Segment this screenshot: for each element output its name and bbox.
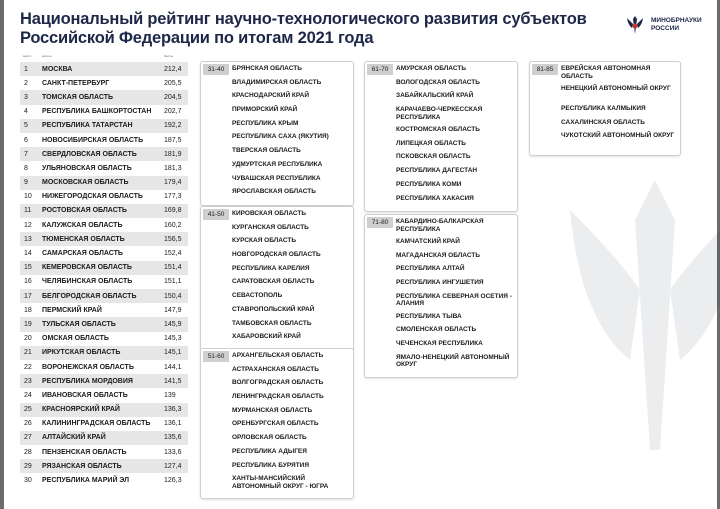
table-row <box>20 190 188 204</box>
rank-cell: 5 <box>24 122 28 130</box>
region-item: РЕСПУБЛИКА АДЫГЕЯ <box>232 447 307 455</box>
region-cell: РЯЗАНСКАЯ ОБЛАСТЬ <box>42 462 122 470</box>
region-item: РЕСПУБЛИКА ТЫВА <box>396 312 462 320</box>
table-row <box>20 459 188 473</box>
region-item: САХАЛИНСКАЯ ОБЛАСТЬ <box>561 118 645 126</box>
table-row <box>20 76 188 90</box>
rank-cell: 28 <box>24 448 32 456</box>
table-row <box>20 133 188 147</box>
region-cell: ИВАНОВСКАЯ ОБЛАСТЬ <box>42 391 128 399</box>
region-item: СМОЛЕНСКАЯ ОБЛАСТЬ <box>396 326 477 334</box>
region-cell: РЕСПУБЛИКА МАРИЙ ЭЛ <box>42 477 130 485</box>
region-item: ЗАБАЙКАЛЬСКИЙ КРАЙ <box>396 92 474 100</box>
region-item: ВОЛГОГРАДСКАЯ ОБЛАСТЬ <box>232 379 324 387</box>
table-row <box>20 232 188 246</box>
rank-cell: 23 <box>24 377 32 385</box>
region-cell: КАЛУЖСКАЯ ОБЛАСТЬ <box>42 221 123 229</box>
table-row <box>20 317 188 331</box>
rank-cell: 29 <box>24 462 32 470</box>
region-cell: ПЕРМСКИЙ КРАЙ <box>42 306 102 314</box>
table-row <box>20 303 188 317</box>
score-cell: 192,2 <box>164 122 182 130</box>
table-row <box>20 445 188 459</box>
region-item: ПРИМОРСКИЙ КРАЙ <box>232 106 298 114</box>
score-cell: 169,8 <box>164 207 182 215</box>
score-cell: 133,6 <box>164 448 182 456</box>
group-box <box>200 348 354 499</box>
table-row <box>20 204 188 218</box>
score-cell: 202,7 <box>164 108 182 116</box>
table-header <box>20 54 188 59</box>
rank-cell: 22 <box>24 363 32 371</box>
table-row <box>20 346 188 360</box>
score-cell: 150,4 <box>164 292 182 300</box>
region-cell: КАЛИНИНГРАДСКАЯ ОБЛАСТЬ <box>42 420 151 428</box>
region-item: КИРОВСКАЯ ОБЛАСТЬ <box>232 210 307 217</box>
rank-cell: 11 <box>24 207 32 215</box>
region-item: ЧУКОТСКИЙ АВТОНОМНЫЙ ОКРУГ <box>561 132 675 140</box>
region-cell: БЕЛГОРОДСКАЯ ОБЛАСТЬ <box>42 292 137 300</box>
eagle-emblem-icon <box>625 14 645 36</box>
region-item: РЕСПУБЛИКА КОМИ <box>396 180 462 188</box>
rank-cell: 10 <box>24 193 32 201</box>
region-item: КУРГАНСКАЯ ОБЛАСТЬ <box>232 223 309 231</box>
table-row <box>20 473 188 487</box>
range-tag: 81-85 <box>532 64 558 75</box>
score-cell: 212,4 <box>164 65 182 73</box>
rank-cell: 20 <box>24 335 32 343</box>
table-row <box>20 332 188 346</box>
region-item: ВЛАДИМИРСКАЯ ОБЛАСТЬ <box>232 78 322 86</box>
table-row <box>20 147 188 161</box>
score-cell: 205,5 <box>164 79 182 87</box>
region-item: КОСТРОМСКАЯ ОБЛАСТЬ <box>396 126 480 134</box>
region-item: ЯРОСЛАВСКАЯ ОБЛАСТЬ <box>232 188 316 196</box>
region-item: ЧЕЧЕНСКАЯ РЕСПУБЛИКА <box>396 340 483 348</box>
rank-cell: 18 <box>24 306 32 314</box>
region-item: РЕСПУБЛИКА КАРЕЛИЯ <box>232 264 310 272</box>
region-item: РЕСПУБЛИКА СЕВЕРНАЯ ОСЕТИЯ - АЛАНИЯ <box>396 292 512 308</box>
region-item: АСТРАХАНСКАЯ ОБЛАСТЬ <box>232 365 319 373</box>
frame-left <box>0 0 4 509</box>
score-cell: 177,3 <box>164 193 182 201</box>
region-item: РЕСПУБЛИКА САХА (ЯКУТИЯ) <box>232 133 329 141</box>
score-cell: 147,9 <box>164 306 182 314</box>
region-item: ЛИПЕЦКАЯ ОБЛАСТЬ <box>396 139 466 147</box>
table-row <box>20 417 188 431</box>
rank-cell: 30 <box>24 477 32 485</box>
score-cell: 204,5 <box>164 93 182 101</box>
region-item: ПСКОВСКАЯ ОБЛАСТЬ <box>396 153 471 161</box>
rank-cell: 2 <box>24 79 28 87</box>
rank-cell: 17 <box>24 292 32 300</box>
rank-cell: 19 <box>24 320 32 328</box>
region-cell: НОВОСИБИРСКАЯ ОБЛАСТЬ <box>42 136 144 144</box>
region-item: КРАСНОДАРСКИЙ КРАЙ <box>232 92 310 100</box>
region-item: РЕСПУБЛИКА ДАГЕСТАН <box>396 167 478 175</box>
score-cell: 127,4 <box>164 462 182 470</box>
score-cell: 181,9 <box>164 150 182 158</box>
score-cell: 126,3 <box>164 477 182 485</box>
score-cell: 156,5 <box>164 235 182 243</box>
region-cell: ИРКУТСКАЯ ОБЛАСТЬ <box>42 349 121 357</box>
rank-cell: 26 <box>24 420 32 428</box>
region-item: МУРМАНСКАЯ ОБЛАСТЬ <box>232 406 313 414</box>
region-cell: КРАСНОЯРСКИЙ КРАЙ <box>42 406 120 414</box>
region-item: НОВГОРОДСКАЯ ОБЛАСТЬ <box>232 251 321 259</box>
table-row <box>20 62 188 76</box>
score-cell: 135,6 <box>164 434 182 442</box>
table-row <box>20 360 188 374</box>
eagle-watermark-icon <box>560 170 720 470</box>
table-row <box>20 90 188 104</box>
score-cell: 145,3 <box>164 335 182 343</box>
rank-cell: 13 <box>24 235 32 243</box>
group-box <box>529 61 681 156</box>
score-cell: 151,1 <box>164 278 182 286</box>
range-tag: 31-40 <box>203 64 229 75</box>
range-tag: 51-60 <box>203 351 229 362</box>
score-cell: 145,1 <box>164 349 182 357</box>
region-item: КАРАЧАЕВО-ЧЕРКЕССКАЯ РЕСПУБЛИКА <box>396 106 483 121</box>
region-item: ХАБАРОВСКИЙ КРАЙ <box>232 333 301 341</box>
region-cell: СВЕРДЛОВСКАЯ ОБЛАСТЬ <box>42 150 137 158</box>
logo-line-1: МИНОБРНАУКИ <box>651 17 702 24</box>
region-item: МАГАДАНСКАЯ ОБЛАСТЬ <box>396 251 481 259</box>
table-row <box>20 161 188 175</box>
region-item: ЛЕНИНГРАДСКАЯ ОБЛАСТЬ <box>232 393 324 401</box>
region-item: ТАМБОВСКАЯ ОБЛАСТЬ <box>232 319 312 327</box>
region-cell: РЕСПУБЛИКА МОРДОВИЯ <box>42 377 133 385</box>
region-cell: АЛТАЙСКИЙ КРАЙ <box>42 434 106 442</box>
region-cell: САНКТ-ПЕТЕРБУРГ <box>42 79 110 87</box>
score-cell: 181,3 <box>164 164 182 172</box>
region-item: РЕСПУБЛИКА АЛТАЙ <box>396 265 465 273</box>
region-cell: ПЕНЗЕНСКАЯ ОБЛАСТЬ <box>42 448 127 456</box>
region-cell: САМАРСКАЯ ОБЛАСТЬ <box>42 250 123 258</box>
rank-cell: 4 <box>24 108 28 116</box>
header-score: баллы <box>164 54 173 58</box>
rank-cell: 25 <box>24 406 32 414</box>
table-row <box>20 218 188 232</box>
score-cell: 144,1 <box>164 363 182 371</box>
table-row <box>20 374 188 388</box>
table-row <box>20 275 188 289</box>
table-row <box>20 246 188 260</box>
region-cell: РЕСПУБЛИКА ТАТАРСТАН <box>42 122 133 130</box>
region-cell: ТОМСКАЯ ОБЛАСТЬ <box>42 93 114 101</box>
region-cell: РОСТОВСКАЯ ОБЛАСТЬ <box>42 207 127 215</box>
table-row <box>20 431 188 445</box>
rank-cell: 7 <box>24 150 28 158</box>
table-row <box>20 261 188 275</box>
region-item: АРХАНГЕЛЬСКАЯ ОБЛАСТЬ <box>232 352 324 359</box>
title-line-2: Российской Федерации по итогам 2021 года <box>20 29 374 47</box>
region-cell: ТУЛЬСКАЯ ОБЛАСТЬ <box>42 320 116 328</box>
table-row <box>20 105 188 119</box>
region-item: РЕСПУБЛИКА БУРЯТИЯ <box>232 461 310 469</box>
region-item: АМУРСКАЯ ОБЛАСТЬ <box>396 65 466 72</box>
group-box <box>364 214 518 378</box>
table-row <box>20 119 188 133</box>
score-cell: 136,3 <box>164 406 182 414</box>
region-cell: ТЮМЕНСКАЯ ОБЛАСТЬ <box>42 235 125 243</box>
region-cell: МОСКВА <box>42 65 73 73</box>
region-item: КУРСКАЯ ОБЛАСТЬ <box>232 237 297 245</box>
table-row <box>20 388 188 402</box>
rank-cell: 3 <box>24 93 28 101</box>
region-cell: НИЖЕГОРОДСКАЯ ОБЛАСТЬ <box>42 193 143 201</box>
score-cell: 179,4 <box>164 179 182 187</box>
region-item: НЕНЕЦКИЙ АВТОНОМНЫЙ ОКРУГ <box>561 85 671 92</box>
range-tag: 41-50 <box>203 209 229 220</box>
region-cell: МОСКОВСКАЯ ОБЛАСТЬ <box>42 179 129 187</box>
rank-cell: 8 <box>24 164 28 172</box>
region-item: ХАНТЫ-МАНСИЙСКИЙ АВТОНОМНЫЙ ОКРУГ - ЮГРА <box>232 475 329 490</box>
logo-line-2: РОССИИ <box>651 25 680 32</box>
group-box <box>200 206 354 351</box>
table-row <box>20 176 188 190</box>
score-cell: 139 <box>164 391 176 399</box>
region-item: ЕВРЕЙСКАЯ АВТОНОМНАЯ ОБЛАСТЬ <box>561 65 651 80</box>
rank-cell: 1 <box>24 65 28 73</box>
header-region: регион <box>42 54 52 58</box>
region-item: ЧУВАШСКАЯ РЕСПУБЛИКА <box>232 174 321 182</box>
region-cell: УЛЬЯНОВСКАЯ ОБЛАСТЬ <box>42 164 132 172</box>
rank-cell: 15 <box>24 264 32 272</box>
score-cell: 136,1 <box>164 420 182 428</box>
score-cell: 151,4 <box>164 264 182 272</box>
region-item: ОРЕНБУРГСКАЯ ОБЛАСТЬ <box>232 420 319 428</box>
group-box <box>200 61 354 206</box>
score-cell: 145,9 <box>164 320 182 328</box>
range-tag: 61-70 <box>367 64 393 75</box>
region-item: КАБАРДИНО-БАЛКАРСКАЯ РЕСПУБЛИКА <box>396 218 484 233</box>
region-item: СТАВРОПОЛЬСКИЙ КРАЙ <box>232 305 315 313</box>
region-item: РЕСПУБЛИКА ХАКАСИЯ <box>396 194 474 202</box>
region-item: УДМУРТСКАЯ РЕСПУБЛИКА <box>232 160 323 168</box>
region-item: РЕСПУБЛИКА ИНГУШЕТИЯ <box>396 279 484 287</box>
table-row <box>20 289 188 303</box>
rank-cell: 24 <box>24 391 32 399</box>
region-item: РЕСПУБЛИКА КРЫМ <box>232 119 299 127</box>
header-rank: место <box>23 54 32 58</box>
region-item: БРЯНСКАЯ ОБЛАСТЬ <box>232 65 302 72</box>
region-cell: ОМСКАЯ ОБЛАСТЬ <box>42 335 109 343</box>
score-cell: 152,4 <box>164 250 182 258</box>
region-item: САРАТОВСКАЯ ОБЛАСТЬ <box>232 278 315 286</box>
region-item: РЕСПУБЛИКА КАЛМЫКИЯ <box>561 105 646 112</box>
region-item: ТВЕРСКАЯ ОБЛАСТЬ <box>232 147 301 155</box>
rank-cell: 27 <box>24 434 32 442</box>
region-item: ОРЛОВСКАЯ ОБЛАСТЬ <box>232 434 307 442</box>
title-line-1: Национальный рейтинг научно-технологического развития субъектов <box>20 10 587 28</box>
rank-cell: 16 <box>24 278 32 286</box>
rank-cell: 9 <box>24 179 28 187</box>
range-tag: 71-80 <box>367 217 393 228</box>
score-cell: 187,5 <box>164 136 182 144</box>
score-cell: 141,5 <box>164 377 182 385</box>
rank-cell: 6 <box>24 136 28 144</box>
region-cell: ЧЕЛЯБИНСКАЯ ОБЛАСТЬ <box>42 278 133 286</box>
ranking-table <box>20 62 188 488</box>
page-title <box>20 10 587 48</box>
rank-cell: 21 <box>24 349 32 357</box>
region-cell: КЕМЕРОВСКАЯ ОБЛАСТЬ <box>42 264 132 272</box>
region-item: ВОЛОГОДСКАЯ ОБЛАСТЬ <box>396 78 480 86</box>
rank-cell: 12 <box>24 221 32 229</box>
ministry-logo <box>625 14 702 36</box>
region-item: ЯМАЛО-НЕНЕЦКИЙ АВТОНОМНЫЙ ОКРУГ <box>396 353 510 369</box>
region-item: КАМЧАТСКИЙ КРАЙ <box>396 238 460 245</box>
region-cell: ВОРОНЕЖСКАЯ ОБЛАСТЬ <box>42 363 134 371</box>
region-cell: РЕСПУБЛИКА БАШКОРТОСТАН <box>42 108 152 116</box>
group-box <box>364 61 518 212</box>
region-item: СЕВАСТОПОЛЬ <box>232 292 283 300</box>
rank-cell: 14 <box>24 250 32 258</box>
score-cell: 160,2 <box>164 221 182 229</box>
table-row <box>20 403 188 417</box>
